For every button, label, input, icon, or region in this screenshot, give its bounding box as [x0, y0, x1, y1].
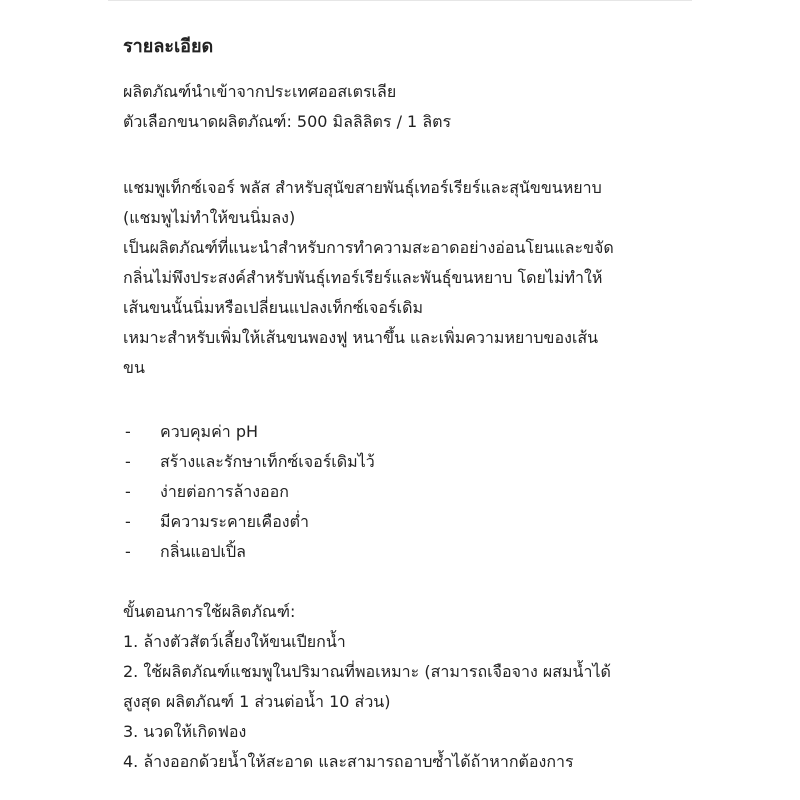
description-line: (แชมพูไม่ทำให้ขนนิ่มลง) — [123, 208, 296, 227]
bullet-dash: - — [125, 542, 131, 561]
feature-text: สร้างและรักษาเท็กซ์เจอร์เดิมไว้ — [160, 452, 375, 471]
bullet-dash: - — [125, 512, 131, 531]
feature-text: ง่ายต่อการล้างออก — [160, 482, 289, 501]
bullet-dash: - — [125, 422, 131, 441]
steps-title: ขั้นตอนการใช้ผลิตภัณฑ์: — [123, 602, 296, 621]
origin-text: ผลิตภัณฑ์นำเข้าจากประเทศออสเตรเลีย — [123, 82, 397, 101]
step-line: 4. ล้างออกด้วยน้ำให้สะอาด และสามารถอาบซ้ำได้ถ้าหากต้องการ — [123, 752, 574, 771]
description-line: ขน — [123, 358, 145, 377]
size-options-text: ตัวเลือกขนาดผลิตภัณฑ์: 500 มิลลิลิตร / 1 ลิตร — [123, 112, 452, 131]
step-line: สูงสุด ผลิตภัณฑ์ 1 ส่วนต่อน้ำ 10 ส่วน) — [123, 692, 391, 711]
description-line: แชมพูเท็กซ์เจอร์ พลัส สำหรับสุนัขสายพันธุ์เทอร์เรียร์และสุนัขขนหยาบ — [123, 178, 602, 197]
description-line: กลิ่นไม่พึงประสงค์สำหรับพันธุ์เทอร์เรียร์และพันธุ์ขนหยาบ โดยไม่ทำให้ — [123, 268, 603, 287]
step-line: 2. ใช้ผลิตภัณฑ์แชมพูในปริมาณที่พอเหมาะ (สามารถเจือจาง ผสมน้ำได้ — [123, 662, 611, 681]
description-line: เหมาะสำหรับเพิ่มให้เส้นขนพองฟู หนาขึ้น และเพิ่มความหยาบของเส้น — [123, 328, 599, 347]
step-line: 1. ล้างตัวสัตว์เลี้ยงให้ขนเปียกน้ำ — [123, 632, 346, 651]
feature-text: กลิ่นแอปเปิ้ล — [160, 542, 246, 561]
details-heading: รายละเอียด — [123, 36, 214, 57]
step-line: 3. นวดให้เกิดฟอง — [123, 722, 247, 741]
bullet-dash: - — [125, 482, 131, 501]
description-line: เป็นผลิตภัณฑ์ที่แนะนำสำหรับการทำความสะอาดอย่างอ่อนโยนและขจัด — [123, 238, 614, 257]
feature-text: ควบคุมค่า pH — [160, 422, 259, 441]
bullet-dash: - — [125, 452, 131, 471]
feature-text: มีความระคายเคืองต่ำ — [160, 512, 309, 531]
product-details-card — [108, 0, 692, 800]
description-line: เส้นขนนั้นนิ่มหรือเปลี่ยนแปลงเท็กซ์เจอร์เดิม — [123, 298, 423, 317]
